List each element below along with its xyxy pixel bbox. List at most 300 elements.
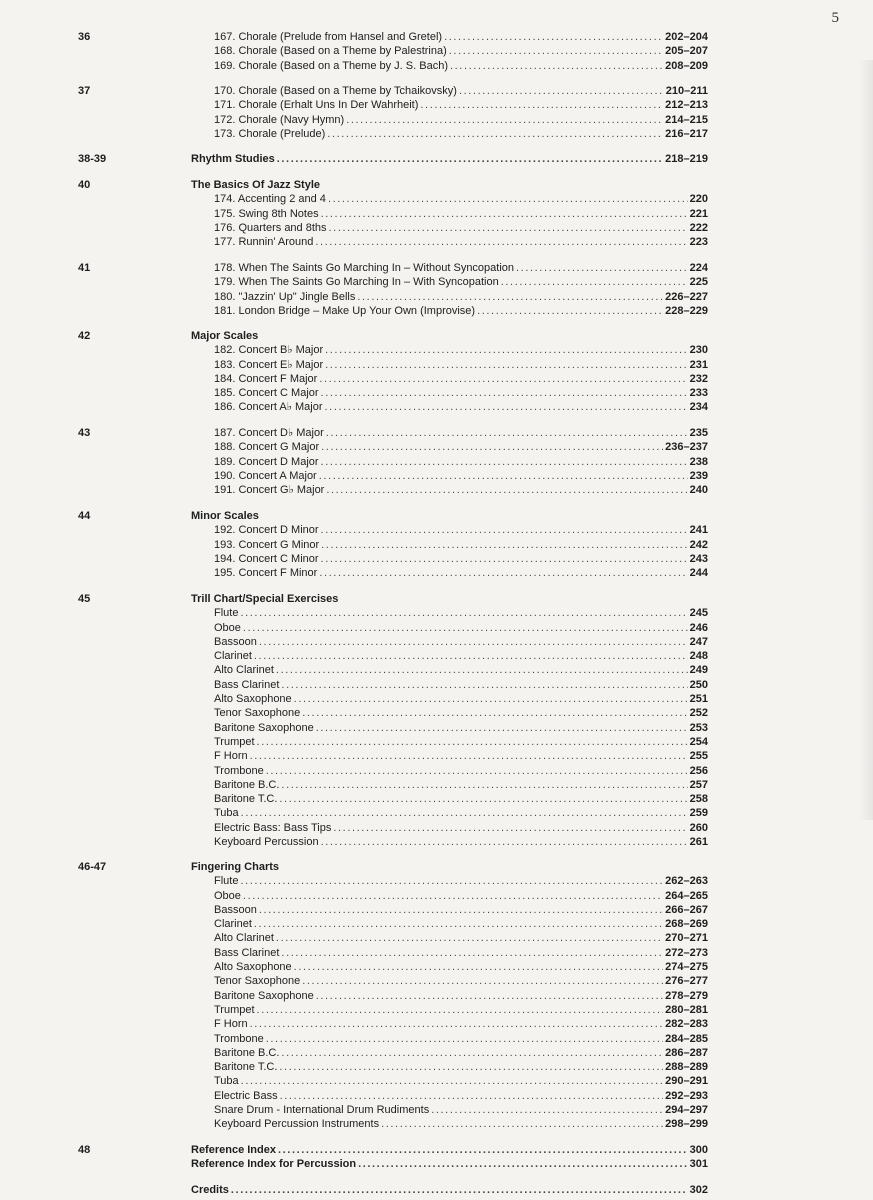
dot-leader	[326, 483, 687, 497]
toc-entry	[191, 792, 708, 806]
toc-entry	[191, 721, 708, 735]
entry-pages: 260	[689, 821, 708, 834]
entry-label: 169. Chorale (Based on a Theme by J. S. Bach)	[214, 59, 448, 72]
book-page-number: 48	[78, 1144, 91, 1156]
toc-entry	[191, 538, 708, 552]
toc-entry	[191, 821, 708, 835]
entry-label: 171. Chorale (Erhalt Uns In Der Wahrheit)	[214, 99, 419, 112]
entry-label: Fingering Charts	[191, 861, 280, 873]
dot-leader	[420, 98, 663, 112]
entry-pages: 256	[689, 764, 708, 777]
dot-leader	[279, 1060, 663, 1074]
entry-label: Alto Saxophone	[214, 961, 292, 974]
toc-entry	[191, 874, 708, 888]
toc-entry	[191, 343, 708, 357]
entry-pages: 212–213	[665, 99, 708, 112]
entry-pages: 214–215	[665, 113, 708, 126]
entry-pages: 282–283	[665, 1018, 708, 1031]
dot-leader	[316, 721, 688, 735]
entry-label: 189. Concert D Major	[214, 455, 319, 468]
toc-entry	[191, 1060, 708, 1074]
entry-pages: 241	[689, 524, 708, 537]
entry-pages: 230	[689, 344, 708, 357]
dot-leader	[250, 749, 688, 763]
toc-entry	[191, 1183, 708, 1197]
toc-entry	[191, 290, 708, 304]
toc-entry	[191, 261, 708, 275]
entry-label: 187. Concert D♭ Major	[214, 427, 324, 439]
entry-pages: 298–299	[665, 1118, 708, 1131]
toc-entry	[191, 749, 708, 763]
entry-label: 184. Concert F Major	[214, 372, 318, 385]
book-page-number: 41	[78, 262, 91, 274]
toc-entry	[191, 1103, 708, 1117]
toc-entries	[191, 329, 708, 415]
entry-label: Credits	[191, 1184, 229, 1196]
book-page-number: 36	[78, 31, 91, 43]
dot-leader	[276, 663, 688, 677]
entry-pages: 272–273	[665, 946, 708, 959]
entry-label: Baritone Saxophone	[214, 989, 314, 1002]
entry-pages: 210–211	[665, 85, 708, 97]
entry-pages: 300	[689, 1144, 708, 1156]
toc-entry	[191, 917, 708, 931]
entry-pages: 261	[689, 836, 708, 849]
toc-entries	[191, 426, 708, 497]
entry-label: Keyboard Percussion Instruments	[214, 1118, 380, 1131]
dot-leader	[321, 552, 688, 566]
dot-leader	[250, 1017, 664, 1031]
dot-leader	[326, 426, 688, 440]
entry-label: Oboe	[214, 889, 241, 902]
dot-leader	[302, 706, 687, 720]
entry-pages: 236–237	[665, 441, 708, 454]
entry-label: 192. Concert D Minor	[214, 524, 319, 537]
dot-leader	[276, 931, 663, 945]
entry-pages: 224	[689, 262, 708, 274]
dot-leader	[281, 678, 687, 692]
dot-leader	[257, 735, 688, 749]
entry-pages: 257	[689, 778, 708, 791]
toc-entry	[191, 30, 708, 44]
toc-entry	[191, 455, 708, 469]
toc-entries	[191, 152, 708, 166]
book-page-number: 46-47	[78, 861, 107, 873]
toc-entry	[191, 1143, 708, 1157]
entry-label: Clarinet	[214, 650, 252, 663]
entry-label: 179. When The Saints Go Marching In – With Syncopation	[214, 276, 499, 289]
entry-label: Baritone B.C.	[214, 778, 280, 791]
toc-entry	[191, 358, 708, 372]
dot-leader	[325, 343, 688, 357]
entry-label: Tenor Saxophone	[214, 975, 301, 988]
book-page-number: 43	[78, 427, 91, 439]
entry-label: 182. Concert B♭ Major	[214, 344, 324, 357]
entry-pages: 253	[689, 721, 708, 734]
toc-entry	[191, 426, 708, 440]
dot-leader	[327, 127, 663, 141]
entry-label: 195. Concert F Minor	[214, 567, 318, 580]
toc-entry	[191, 931, 708, 945]
entry-pages: 218–219	[665, 153, 708, 165]
toc-entry	[191, 113, 708, 127]
dot-leader	[381, 1117, 663, 1131]
entry-label: Bass Clarinet	[214, 678, 280, 691]
entry-label: Tuba	[214, 807, 239, 820]
toc-entry	[191, 566, 708, 580]
entry-pages: 238	[689, 455, 708, 468]
entry-label: Alto Saxophone	[214, 693, 292, 706]
entry-pages: 280–281	[665, 1003, 708, 1016]
toc-entries	[191, 1143, 708, 1172]
entry-pages: 208–209	[665, 59, 708, 72]
dot-leader	[431, 1103, 663, 1117]
entry-label: 176. Quarters and 8ths	[214, 221, 327, 234]
toc-entry	[191, 635, 708, 649]
entry-pages: 242	[689, 538, 708, 551]
entry-pages: 244	[689, 567, 708, 580]
page-edge-shadow	[859, 60, 873, 820]
entry-pages: 245	[689, 607, 708, 620]
dot-leader	[257, 1003, 664, 1017]
entry-pages: 284–285	[665, 1032, 708, 1045]
entry-pages: 202–204	[665, 31, 708, 43]
toc-entry	[191, 552, 708, 566]
entry-label: 174. Accenting 2 and 4	[214, 193, 326, 206]
dot-leader	[325, 400, 688, 414]
entry-label: Baritone Saxophone	[214, 721, 314, 734]
entry-label: 191. Concert G♭ Major	[214, 484, 325, 497]
section-title	[191, 509, 708, 523]
entry-label: Rhythm Studies	[191, 153, 275, 165]
entry-label: 172. Chorale (Navy Hymn)	[214, 113, 345, 126]
entry-label: 190. Concert A Major	[214, 469, 317, 482]
entry-pages: 216–217	[665, 127, 708, 140]
book-page-number: 38-39	[78, 153, 107, 165]
toc-entries	[191, 1183, 708, 1197]
toc-entry	[191, 889, 708, 903]
entry-pages: 259	[689, 807, 708, 820]
entry-pages: 223	[689, 236, 708, 249]
entry-label: Trombone	[214, 764, 264, 777]
toc-entry	[191, 903, 708, 917]
dot-leader	[328, 192, 688, 206]
dot-leader	[259, 635, 688, 649]
entry-label: Trill Chart/Special Exercises	[191, 593, 339, 605]
entry-pages: 228–229	[665, 304, 708, 317]
entry-pages: 246	[689, 621, 708, 634]
dot-leader	[243, 621, 688, 635]
entry-pages: 249	[689, 664, 708, 677]
entry-label: Baritone B.C.	[214, 1046, 280, 1059]
entry-pages: 220	[689, 193, 708, 206]
toc-entry	[191, 386, 708, 400]
entry-pages: 254	[689, 735, 708, 748]
dot-leader	[259, 903, 663, 917]
entry-pages: 278–279	[665, 989, 708, 1002]
toc-entry	[191, 735, 708, 749]
toc-entry	[191, 44, 708, 58]
dot-leader	[302, 974, 663, 988]
dot-leader	[241, 806, 688, 820]
entry-label: Trumpet	[214, 735, 255, 748]
entry-label: Reference Index for Percussion	[191, 1158, 357, 1171]
dot-leader	[333, 821, 687, 835]
entry-pages: 226–227	[665, 290, 708, 303]
entry-label: Tuba	[214, 1075, 239, 1088]
dot-leader	[241, 1074, 664, 1088]
dot-leader	[501, 275, 688, 289]
dot-leader	[281, 1046, 663, 1060]
entry-pages: 274–275	[665, 961, 708, 974]
entry-label: 181. London Bridge – Make Up Your Own (Improvise)	[214, 304, 476, 317]
dot-leader	[319, 469, 688, 483]
entry-pages: 239	[689, 469, 708, 482]
toc-entry	[191, 1089, 708, 1103]
page-number: 5	[831, 10, 839, 26]
entry-pages: 294–297	[665, 1104, 708, 1117]
entry-pages: 262–263	[665, 875, 708, 888]
toc-entry	[191, 678, 708, 692]
dot-leader	[279, 792, 687, 806]
entry-pages: 221	[689, 207, 708, 220]
entry-pages: 270–271	[665, 932, 708, 945]
toc-entry	[191, 400, 708, 414]
dot-leader	[240, 606, 687, 620]
dot-leader	[321, 440, 663, 454]
toc-entry	[191, 1117, 708, 1131]
dot-leader	[357, 290, 663, 304]
entry-pages: 292–293	[665, 1089, 708, 1102]
entry-pages: 255	[689, 750, 708, 763]
dot-leader	[281, 778, 687, 792]
entry-pages: 302	[689, 1184, 708, 1196]
section-title	[191, 592, 708, 606]
toc-entry	[191, 1157, 708, 1171]
entry-label: 173. Chorale (Prelude)	[214, 127, 326, 140]
toc-entry	[191, 469, 708, 483]
entry-label: 193. Concert G Minor	[214, 538, 320, 551]
toc-entry	[191, 1046, 708, 1060]
dot-leader	[319, 372, 687, 386]
dot-leader	[459, 84, 664, 98]
toc-entries	[191, 592, 708, 849]
dot-leader	[321, 455, 688, 469]
dot-leader	[277, 152, 663, 166]
toc-entry	[191, 778, 708, 792]
toc-entry	[191, 706, 708, 720]
entry-label: 185. Concert C Major	[214, 387, 319, 400]
entry-pages: 251	[689, 693, 708, 706]
entry-label: F Horn	[214, 1018, 248, 1031]
toc-entries	[191, 261, 708, 318]
dot-leader	[516, 261, 688, 275]
entry-label: Snare Drum - International Drum Rudiments	[214, 1104, 430, 1117]
section-title	[191, 178, 708, 192]
toc-entry	[191, 59, 708, 73]
entry-label: Bassoon	[214, 635, 257, 648]
entry-label: Minor Scales	[191, 510, 259, 522]
book-page-number: 44	[78, 510, 91, 522]
entry-label: 177. Runnin' Around	[214, 236, 314, 249]
toc-entry	[191, 649, 708, 663]
toc-entry	[191, 98, 708, 112]
entry-label: Bass Clarinet	[214, 946, 280, 959]
entry-pages: 234	[689, 401, 708, 414]
entry-label: Alto Clarinet	[214, 664, 274, 677]
toc-entry	[191, 835, 708, 849]
section-title	[191, 860, 708, 874]
toc-entry	[191, 806, 708, 820]
toc-entry	[191, 84, 708, 98]
entry-pages: 248	[689, 650, 708, 663]
entry-label: 175. Swing 8th Notes	[214, 207, 319, 220]
entry-pages: 205–207	[665, 45, 708, 58]
entry-label: 168. Chorale (Based on a Theme by Palestrina)	[214, 45, 447, 58]
entry-label: Major Scales	[191, 330, 259, 342]
entry-pages: 232	[689, 372, 708, 385]
entry-pages: 301	[689, 1158, 708, 1171]
entry-pages: 240	[689, 484, 708, 497]
entry-pages: 247	[689, 635, 708, 648]
entry-pages: 233	[689, 387, 708, 400]
entry-pages: 250	[689, 678, 708, 691]
toc-entries	[191, 178, 708, 249]
dot-leader	[321, 835, 688, 849]
entry-pages: 268–269	[665, 918, 708, 931]
entry-label: 183. Concert E♭ Major	[214, 358, 324, 371]
book-page-number: 40	[78, 179, 91, 191]
dot-leader	[346, 113, 663, 127]
entry-pages: 286–287	[665, 1046, 708, 1059]
dot-leader	[477, 304, 663, 318]
entry-pages: 243	[689, 552, 708, 565]
entry-label: 180. "Jazzin' Up" Jingle Bells	[214, 290, 356, 303]
dot-leader	[325, 358, 688, 372]
toc-entry	[191, 1032, 708, 1046]
entry-pages: 231	[689, 358, 708, 371]
toc-entry	[191, 989, 708, 1003]
toc-entry	[191, 960, 708, 974]
entry-label: 188. Concert G Major	[214, 441, 320, 454]
entry-pages: 264–265	[665, 889, 708, 902]
toc-entry	[191, 483, 708, 497]
toc-entry	[191, 621, 708, 635]
dot-leader	[321, 523, 688, 537]
toc-entry	[191, 304, 708, 318]
book-page-number: 45	[78, 593, 91, 605]
toc-entries	[191, 30, 708, 73]
toc-entries	[191, 860, 708, 1132]
dot-leader	[358, 1157, 688, 1171]
dot-leader	[294, 960, 664, 974]
dot-leader	[254, 917, 663, 931]
dot-leader	[315, 235, 687, 249]
dot-leader	[321, 538, 687, 552]
toc-entries	[191, 84, 708, 141]
entry-pages: 225	[689, 276, 708, 289]
toc-entry	[191, 192, 708, 206]
book-page-number: 42	[78, 330, 91, 342]
entry-label: The Basics Of Jazz Style	[191, 179, 320, 191]
dot-leader	[321, 207, 688, 221]
dot-leader	[254, 649, 688, 663]
toc-entry	[191, 1074, 708, 1088]
entry-label: Bassoon	[214, 903, 257, 916]
entry-label: Baritone T.C.	[214, 793, 278, 806]
dot-leader	[329, 221, 688, 235]
toc-entry	[191, 1003, 708, 1017]
toc-entry	[191, 1017, 708, 1031]
entry-label: Baritone T.C.	[214, 1061, 278, 1074]
entry-label: Clarinet	[214, 918, 252, 931]
entry-pages: 290–291	[665, 1075, 708, 1088]
dot-leader	[316, 989, 663, 1003]
book-page-number: 37	[78, 85, 91, 97]
dot-leader	[266, 1032, 663, 1046]
toc-entry	[191, 440, 708, 454]
dot-leader	[266, 764, 688, 778]
entry-label: 167. Chorale (Prelude from Hansel and Gretel)	[214, 31, 443, 43]
toc-entry	[191, 152, 708, 166]
dot-leader	[240, 874, 663, 888]
entry-label: Electric Bass	[214, 1089, 278, 1102]
entry-label: Alto Clarinet	[214, 932, 274, 945]
entry-pages: 258	[689, 793, 708, 806]
entry-pages: 235	[689, 427, 708, 439]
entry-label: Electric Bass: Bass Tips	[214, 821, 332, 834]
dot-leader	[294, 692, 688, 706]
entry-label: 186. Concert A♭ Major	[214, 401, 323, 414]
entry-label: Flute	[214, 607, 239, 620]
toc-entries	[191, 509, 708, 580]
entry-label: 170. Chorale (Based on a Theme by Tchaikovsky)	[214, 85, 457, 97]
toc-entry	[191, 221, 708, 235]
toc-entry	[191, 764, 708, 778]
toc-entry	[191, 207, 708, 221]
entry-label: Keyboard Percussion	[214, 836, 319, 849]
dot-leader	[281, 946, 663, 960]
toc-entry	[191, 974, 708, 988]
dot-leader	[449, 44, 663, 58]
toc-entry	[191, 663, 708, 677]
dot-leader	[444, 30, 663, 44]
toc-entry	[191, 606, 708, 620]
entry-pages: 276–277	[665, 975, 708, 988]
toc-entry	[191, 275, 708, 289]
entry-pages: 266–267	[665, 903, 708, 916]
dot-leader	[280, 1089, 664, 1103]
dot-leader	[231, 1183, 688, 1197]
toc-entry	[191, 372, 708, 386]
entry-pages: 288–289	[665, 1061, 708, 1074]
dot-leader	[278, 1143, 688, 1157]
dot-leader	[243, 889, 663, 903]
toc-entry	[191, 127, 708, 141]
entry-label: Oboe	[214, 621, 241, 634]
toc-entry	[191, 235, 708, 249]
entry-label: 178. When The Saints Go Marching In – Without Syncopation	[214, 262, 515, 274]
toc-entry	[191, 523, 708, 537]
entry-pages: 252	[689, 707, 708, 720]
entry-label: F Horn	[214, 750, 248, 763]
toc-entry	[191, 692, 708, 706]
entry-label: Trombone	[214, 1032, 264, 1045]
toc-entry	[191, 946, 708, 960]
entry-label: Reference Index	[191, 1144, 276, 1156]
section-title	[191, 329, 708, 343]
dot-leader	[450, 59, 663, 73]
